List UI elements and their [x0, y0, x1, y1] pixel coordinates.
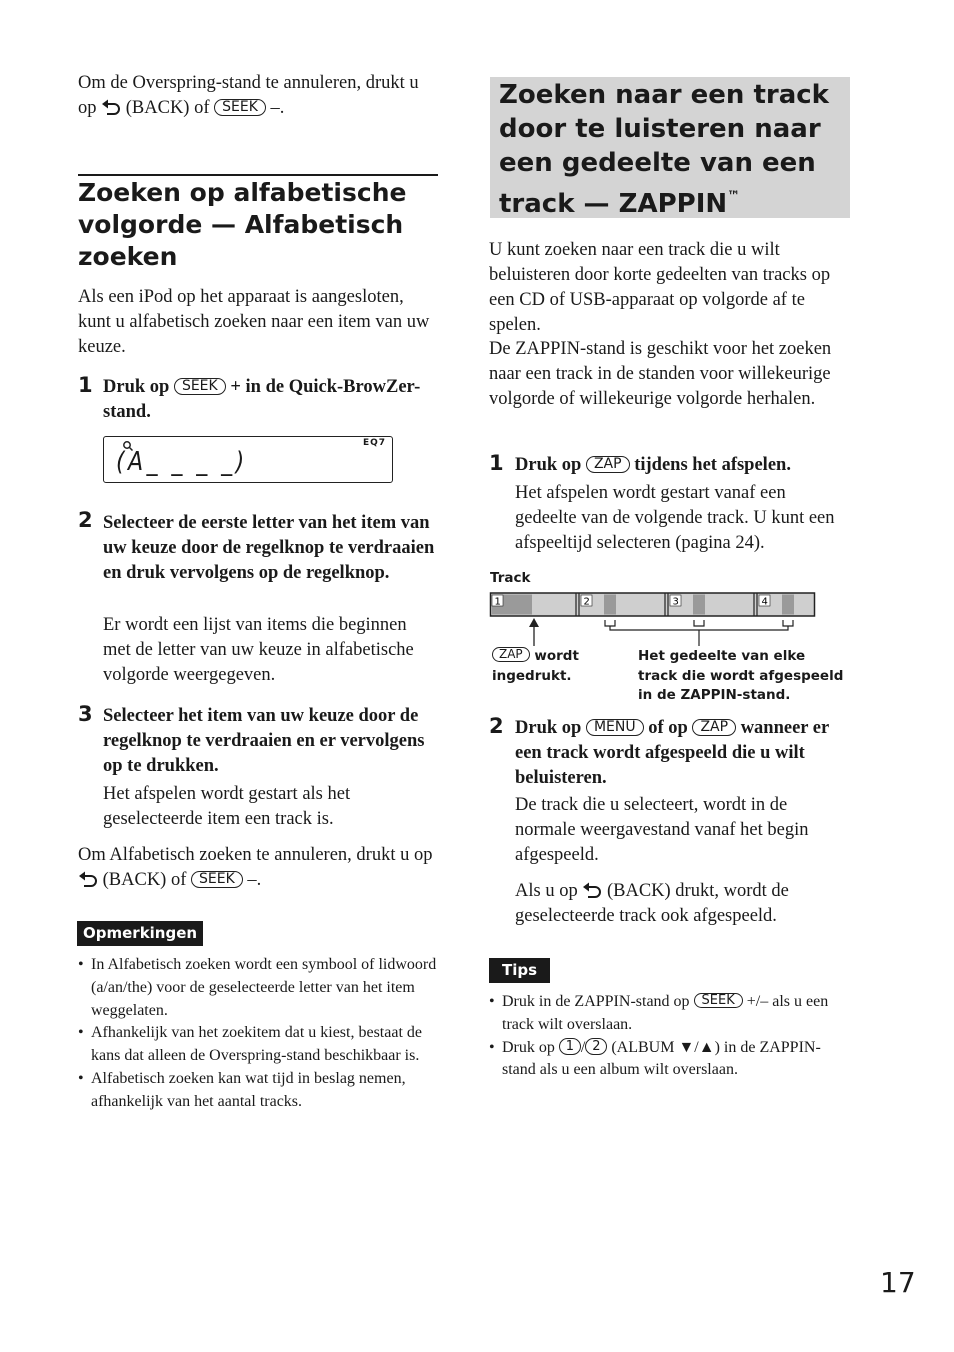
zappin-step-1-body: Het afspelen wordt gestart vanaf een gedeelte van de volgende track. U kunt een afspeeltijd selecteren (pagina 24).: [515, 483, 835, 553]
zappin-step-2-back-note: Als u op (BACK) drukt, wordt de geselecteerde track ook afgespeeld.: [515, 881, 789, 926]
step-1-title: Druk op SEEK + in de Quick-BrowZer-stand.: [103, 377, 421, 422]
step-3-body: Het afspelen wordt gestart als het geselecteerde item een track is.: [103, 784, 351, 829]
step-number-3: 3: [78, 702, 93, 726]
step-2-body: Er wordt een lijst van items die beginnen met de letter van uw keuze in alfabetische volgorde weergegeven.: [103, 615, 414, 685]
list-item: • Alfabetisch zoeken kan wat tijd in beslag nemen, afhankelijk van het aantal tracks.: [78, 1068, 440, 1114]
page-number: 17: [880, 1266, 916, 1299]
played-segment: [693, 595, 705, 615]
zappin-title: Zoeken naar een track door te luisteren naar een gedeelte van een track — ZAPPIN™: [499, 80, 829, 219]
zappin-para-1: U kunt zoeken naar een track die u wilt beluisteren door korte gedeelten van tracks op een CD of USB-apparaat op volgorde af te spelen.: [489, 240, 831, 335]
step-number-2: 2: [78, 508, 93, 532]
zappin-step-2-title: Druk op MENU of op ZAP wanneer er een track wordt afgespeeld die u wilt beluisteren.: [515, 718, 829, 788]
zap-caption: ZAP wordt ingedrukt.: [492, 647, 579, 684]
cancel-skip-paragraph: [78, 71, 438, 121]
lcd-display: [103, 436, 393, 483]
step-number-2: 2: [489, 714, 504, 738]
seek-button-icon: SEEK: [191, 871, 243, 888]
section-rule: [78, 174, 438, 176]
track-number-1: 1: [494, 596, 501, 608]
button-1-icon: 1: [559, 1038, 581, 1055]
back-icon: [101, 99, 121, 115]
back-label: (BACK) of: [125, 98, 210, 118]
cancel-alphabetical-paragraph: Om Alfabetisch zoeken te annuleren, drukt u op (BACK) of SEEK –.: [78, 845, 433, 890]
track-number-4: 4: [761, 596, 768, 608]
zap-button-icon: ZAP: [586, 456, 630, 473]
step-number-1: 1: [78, 373, 93, 397]
seek-button-icon: SEEK: [694, 993, 743, 1008]
back-icon: [78, 871, 98, 887]
intro-text: Om de Overspring-stand te annuleren, drukt u op: [78, 73, 419, 118]
played-segment: [604, 595, 616, 615]
list-item: • Druk in de ZAPPIN-stand op SEEK +/– als u een track wilt overslaan.: [489, 991, 851, 1037]
played-segment: [782, 595, 794, 615]
notes-label: Opmerkingen: [77, 921, 203, 946]
alphabetical-search-title: Zoeken op alfabetische volgorde — Alfabetisch zoeken: [78, 178, 407, 271]
step-number-1: 1: [489, 451, 504, 475]
button-2-icon: 2: [585, 1038, 607, 1055]
tips-label: Tips: [489, 958, 550, 983]
track-number-2: 2: [583, 596, 590, 608]
zappin-step-1-title: Druk op ZAP tijdens het afspelen.: [515, 455, 791, 475]
eq-indicator: EQ7: [362, 438, 386, 448]
intro-suffix: –.: [270, 98, 285, 118]
zap-button-icon: ZAP: [492, 647, 530, 662]
zappin-title-box: [490, 77, 850, 218]
notes-list: [78, 954, 440, 1114]
zappin-para-2: De ZAPPIN-stand is geschikt voor het zoeken naar een track in de standen voor willekeurige volgorde of willekeurige volgorde herhalen.: [489, 339, 832, 409]
track-number-3: 3: [672, 596, 679, 608]
track-label: Track: [490, 570, 531, 586]
step-3-title: Selecteer het item van uw keuze door de regelknop te verdraaien en er vervolgens op te drukken.: [103, 706, 425, 776]
seek-button-icon: SEEK: [174, 378, 226, 395]
arrow-up-icon: [529, 618, 539, 627]
alphabetical-intro: Als een iPod op het apparaat is aangesloten, kunt u alfabetisch zoeken naar een item van uw keuze.: [78, 287, 430, 357]
tips-list: [489, 991, 851, 1082]
zappin-track-diagram: [489, 590, 819, 652]
zappin-step-2-body: De track die u selecteert, wordt in de normale weergavestand vanaf het begin afgespeeld.: [515, 795, 809, 865]
step-2-title: Selecteer de eerste letter van het item van uw keuze door de regelknop te verdraaien en druk vervolgens op de regelknop.: [103, 513, 435, 583]
list-item: • Afhankelijk van het zoekitem dat u kiest, bestaat de kans dat alleen de Overspring-stand beschikbaar is.: [78, 1022, 440, 1068]
display-text: (A_ _ _ _): [116, 447, 248, 477]
zap-button-icon: ZAP: [692, 719, 736, 736]
list-item: • Druk op 1 / 2 (ALBUM ▼/▲) in de ZAPPIN-stand als u een album wilt overslaan.: [489, 1037, 851, 1083]
back-icon: [582, 882, 602, 898]
menu-button-icon: MENU: [586, 719, 644, 736]
list-item: • In Alfabetisch zoeken wordt een symbool of lidwoord (a/an/the) voor de geselecteerde letter van het item weggelaten.: [78, 954, 440, 1022]
seek-button-icon: SEEK: [214, 99, 266, 116]
segment-caption: Het gedeelte van elke track die wordt afgespeeld in de ZAPPIN-stand.: [638, 648, 844, 703]
